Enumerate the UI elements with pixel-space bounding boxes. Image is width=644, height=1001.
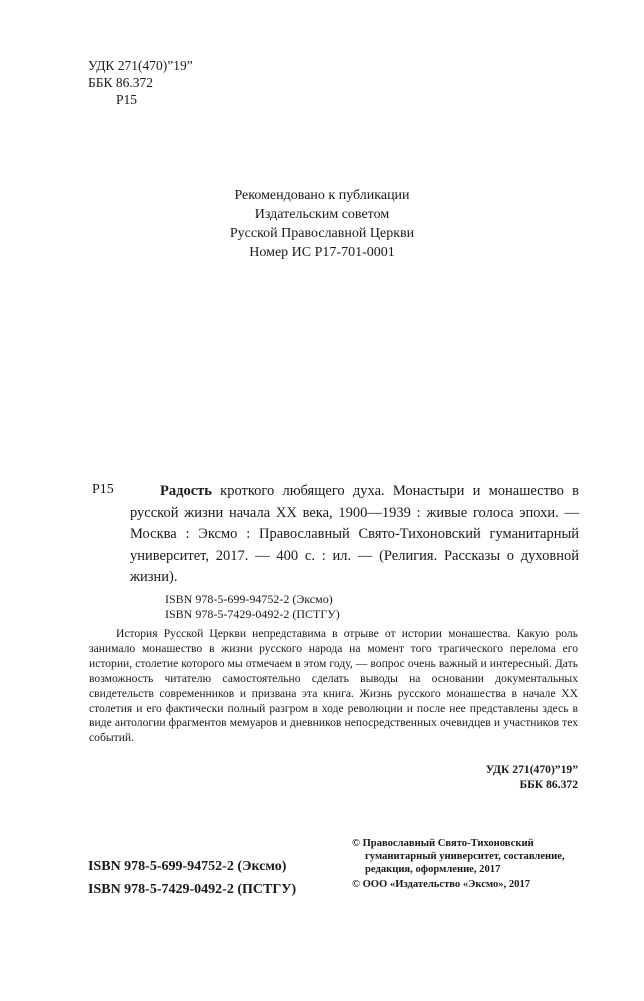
recommendation-block xyxy=(0,186,644,262)
isbn-bottom-pstgu: ISBN 978-5-7429-0492-2 (ПСТГУ) xyxy=(88,882,297,897)
isbn-bottom-eksmo: ISBN 978-5-699-94752-2 (Эксмо) xyxy=(88,859,287,874)
udk-code: УДК 271(470)”19” xyxy=(88,58,193,73)
author-sign-code: Р15 xyxy=(116,92,138,107)
recommendation-line: Издательским советом xyxy=(254,207,390,222)
isbn-line-pstgu: ISBN 978-5-7429-0492-2 (ПСТГУ) xyxy=(165,607,340,621)
bottom-bibliographic-codes xyxy=(486,762,578,792)
copyright-block xyxy=(352,837,567,892)
bbk-code-bottom: ББК 86.372 xyxy=(519,778,578,791)
isbn-block-center xyxy=(165,592,340,622)
recommendation-line: Номер ИС Р17-701-0001 xyxy=(249,245,395,260)
catalog-description: кроткого любящего духа. Монастыри и монашество в русской жизни начала XX века, 1900—1939 : живые голоса эпохи. — Москва : Эксмо : Православный Свято-Тихоновский гуманитарный университет, 2017. — 400 с. : ил. — (Религия. Рассказы о духовной жизни). xyxy=(130,483,579,585)
isbn-block-bottom xyxy=(88,855,296,901)
catalog-author-sign: Р15 xyxy=(92,482,114,497)
catalog-entry xyxy=(130,481,579,589)
recommendation-line: Русской Православной Церкви xyxy=(229,226,415,241)
recommendation-line: Рекомендовано к публикации xyxy=(234,188,410,203)
udk-code-bottom: УДК 271(470)”19” xyxy=(485,763,578,776)
copyright-entry-pstgu: © Православный Свято-Тихоновский гуманитарный университет, составление, редакция, оформление, 2017 xyxy=(352,838,565,876)
catalog-title: Радость xyxy=(160,483,212,499)
annotation-paragraph: История Русской Церкви непредставима в отрыве от истории монашества. Какую роль занимало монашество в жизни русского народа на момент того трагического перелома его истории, столетие которого мы отмечаем в этом году, — вопрос очень важный и интересный. Дать возможность читателю самостоятельно сделать выводы на основании документальных свидетельств современников и призвана эта книга. Жизнь русского монашества в начале XX столетия и его фактически полный разгром в ходе революции и после нее представлены здесь в виде антологии фрагментов мемуаров и дневников непосредственных очевидцев и участников тех событий. xyxy=(89,627,578,745)
isbn-line-eksmo: ISBN 978-5-699-94752-2 (Эксмо) xyxy=(165,592,333,606)
bbk-code: ББК 86.372 xyxy=(88,75,154,90)
copyright-entry-eksmo: © ООО «Издательство «Эксмо», 2017 xyxy=(352,878,531,890)
top-bibliographic-codes xyxy=(88,57,193,108)
